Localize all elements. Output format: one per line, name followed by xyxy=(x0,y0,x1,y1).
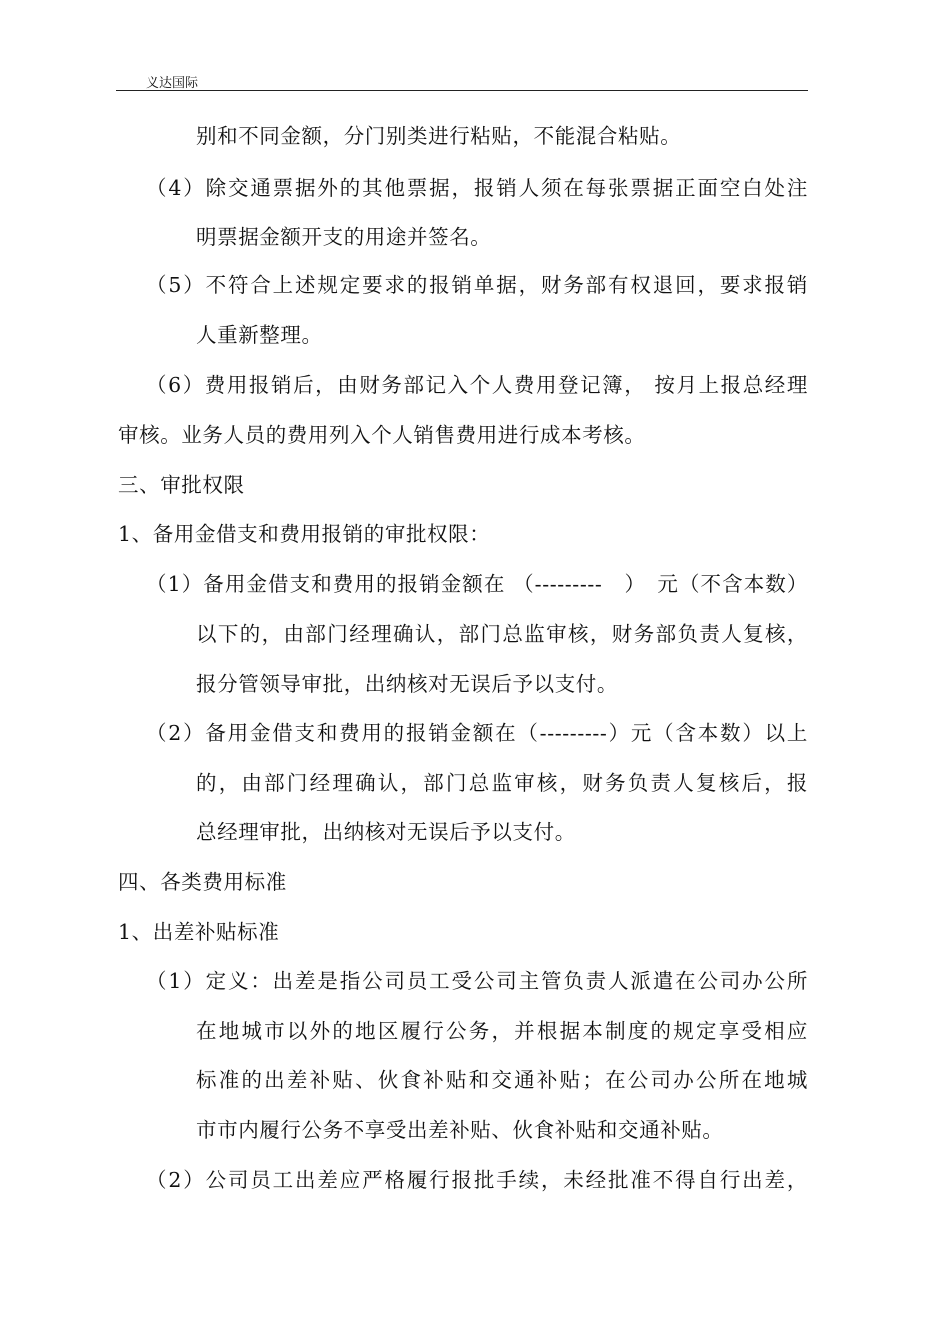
text-line: 审核。业务人员的费用列入个人销售费用进行成本考核。 xyxy=(118,423,646,447)
section-heading: 四、各类费用标准 xyxy=(118,870,287,894)
section-heading: 三、审批权限 xyxy=(118,473,245,497)
text-line: （5）不符合上述规定要求的报销单据，财务部有权退回，要求报销 xyxy=(146,273,808,297)
subsection-heading: 1、出差补贴标准 xyxy=(118,920,280,944)
text-line: 明票据金额开支的用途并签名。 xyxy=(196,225,492,249)
subsection-heading: 1、备用金借支和费用报销的审批权限： xyxy=(118,522,491,546)
text-line: 人重新整理。 xyxy=(196,323,323,347)
text-line: （2）公司员工出差应严格履行报批手续，未经批准不得自行出差， xyxy=(146,1168,808,1192)
text-line: 以下的，由部门经理确认，部门总监审核，财务部负责人复核， xyxy=(196,622,808,646)
header-company-name: 义达国际 xyxy=(146,76,199,91)
text-line: （2）备用金借支和费用的报销金额在（---------）元（含本数）以上 xyxy=(146,721,808,745)
text-line: （4）除交通票据外的其他票据，报销人须在每张票据正面空白处注 xyxy=(146,176,808,200)
text-line: 标准的出差补贴、伙食补贴和交通补贴；在公司办公所在地城 xyxy=(196,1068,808,1092)
text-line: （6）费用报销后，由财务部记入个人费用登记簿， 按月上报总经理 xyxy=(146,373,808,397)
text-line: 市市内履行公务不享受出差补贴、伙食补贴和交通补贴。 xyxy=(196,1118,724,1142)
text-line: 在地城市以外的地区履行公务，并根据本制度的规定享受相应 xyxy=(196,1019,808,1043)
page-header xyxy=(116,70,808,91)
text-line: 报分管领导审批，出纳核对无误后予以支付。 xyxy=(196,672,618,696)
text-line: （1）备用金借支和费用的报销金额在 （--------- ） 元（不含本数） xyxy=(146,572,808,596)
text-line: （1）定义：出差是指公司员工受公司主管负责人派遣在公司办公所 xyxy=(146,969,808,993)
text-line: 总经理审批，出纳核对无误后予以支付。 xyxy=(196,820,576,844)
text-line: 别和不同金额，分门别类进行粘贴，不能混合粘贴。 xyxy=(196,124,682,148)
text-line: 的，由部门经理确认，部门总监审核，财务负责人复核后，报 xyxy=(196,771,808,795)
